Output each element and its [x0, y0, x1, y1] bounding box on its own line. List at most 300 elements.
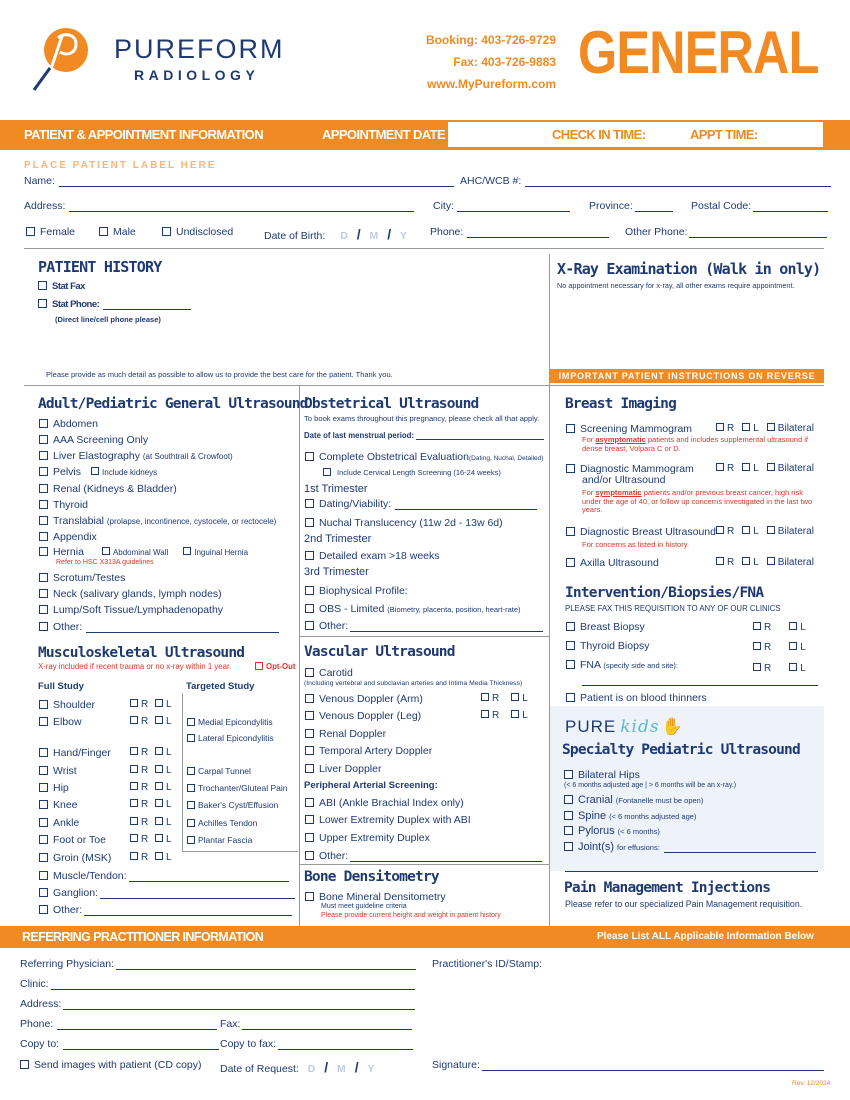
msk-other-checkbox[interactable]: [39, 905, 48, 914]
name-field[interactable]: [59, 176, 454, 187]
baker-checkbox[interactable]: [187, 801, 195, 809]
hips-label: Bilateral Hips: [578, 769, 640, 781]
temporal-label: Temporal Artery Doppler: [319, 745, 433, 757]
clinic-field[interactable]: [51, 979, 415, 990]
venous-leg-label: Venous Doppler (Leg): [319, 710, 422, 722]
pylorus-note: (< 6 months): [617, 827, 660, 836]
req-sep: /: [354, 1059, 359, 1075]
dob-month[interactable]: M: [369, 230, 379, 242]
thyroid-biopsy-l-checkbox[interactable]: [789, 642, 797, 650]
l-label: L: [166, 852, 172, 863]
msk-note: X-ray included if recent trauma or no x-ray within 1 year.: [38, 662, 232, 671]
ref-address-field[interactable]: [63, 999, 415, 1010]
diag-us-bilateral-checkbox[interactable]: [767, 526, 775, 534]
axilla-r-checkbox[interactable]: [716, 557, 724, 565]
copy-fax-label: Copy to fax:: [220, 1038, 277, 1050]
msk-other-label: Other:: [53, 904, 83, 916]
screen-note-a: For: [582, 435, 596, 444]
address-field[interactable]: [69, 201, 414, 212]
abdominal-wall-label: Abdominal Wall: [112, 548, 169, 557]
shoulder-label: Shoulder: [53, 699, 96, 711]
liver-doppler-checkbox[interactable]: [305, 764, 314, 773]
knee-label: Knee: [53, 799, 78, 811]
diag-us-l-checkbox[interactable]: [742, 526, 750, 534]
venous-arm-checkbox[interactable]: [305, 694, 314, 703]
pylorus-checkbox[interactable]: [564, 826, 573, 835]
pylorus-label: Pylorus: [578, 825, 615, 837]
ob-other-field[interactable]: [350, 621, 543, 632]
elbow-l-checkbox[interactable]: [155, 716, 163, 724]
obs-limited-note: (Biometry, placenta, position, heart-rate): [387, 605, 521, 614]
general-other-label: Other:: [53, 621, 83, 633]
wrist-r-checkbox[interactable]: [130, 765, 138, 773]
renal-label: Renal (Kidneys & Bladder): [53, 483, 177, 495]
diag-us-note: For concerns as listed in history.: [582, 540, 689, 549]
obs-limited-label: OBS - Limited: [319, 603, 385, 615]
msk-title: Musculoskeletal Ultrasound: [38, 645, 245, 661]
diagnostic-mammo-checkbox[interactable]: [566, 464, 575, 473]
hip-r-checkbox[interactable]: [130, 782, 138, 790]
cranial-checkbox[interactable]: [564, 795, 573, 804]
carotid-label: Carotid: [319, 667, 353, 679]
diag-note-c: patients and/or previous breast cancer, high risk under the age of 40, or follow up concerns investigated in the last two years.: [582, 488, 813, 514]
joint-field[interactable]: [664, 842, 816, 853]
thyroid-biopsy-checkbox[interactable]: [566, 641, 575, 650]
female-checkbox[interactable]: [26, 227, 35, 236]
ref-address-label: Address:: [20, 998, 62, 1010]
fax-number: Fax: 403-726-9883: [453, 55, 556, 69]
complete-ob-checkbox[interactable]: [305, 452, 314, 461]
pelvis-checkbox[interactable]: [39, 467, 48, 476]
ganglion-checkbox[interactable]: [39, 888, 48, 897]
r-label: R: [727, 526, 735, 537]
axilla-checkbox[interactable]: [566, 558, 575, 567]
lmp-field[interactable]: [416, 431, 544, 440]
female-label: Female: [40, 226, 76, 238]
thyroid-biopsy-r-checkbox[interactable]: [753, 642, 761, 650]
ref-phone-field[interactable]: [57, 1019, 217, 1030]
peds-title: Specialty Pediatric Ultrasound: [562, 742, 800, 758]
include-kidneys-label: Include kidneys: [102, 468, 158, 477]
bpp-checkbox[interactable]: [305, 586, 314, 595]
stat-fax-checkbox[interactable]: [38, 281, 47, 290]
postal-field[interactable]: [753, 201, 828, 212]
website: www.MyPureform.com: [427, 77, 556, 91]
foot-l-checkbox[interactable]: [155, 834, 163, 842]
patient-info-heading: PATIENT & APPOINTMENT INFORMATION: [24, 127, 263, 142]
ref-phone-label: Phone:: [20, 1018, 54, 1030]
dob-year[interactable]: Y: [400, 230, 408, 242]
req-sep: /: [324, 1059, 329, 1075]
lower-duplex-checkbox[interactable]: [305, 815, 314, 824]
t1-label: 1st Trimester: [304, 483, 368, 495]
bilateral-label: Bilateral: [777, 423, 814, 434]
undisclosed-checkbox[interactable]: [162, 227, 171, 236]
neck-label: Neck (salivary glands, lymph nodes): [53, 588, 222, 600]
abdomen-label: Abdomen: [53, 418, 98, 430]
dating-field[interactable]: [395, 499, 537, 510]
abdominal-wall-checkbox[interactable]: [102, 547, 110, 555]
targeted-study-label: Targeted Study: [186, 681, 255, 692]
lump-checkbox[interactable]: [39, 605, 48, 614]
dob-sep: /: [356, 226, 361, 242]
direct-line-note: (Direct line/cell phone please): [55, 315, 161, 324]
logo-mark-icon: [28, 24, 92, 94]
ahc-label: AHC/WCB #:: [460, 175, 522, 187]
full-study-label: Full Study: [38, 681, 84, 692]
r-label: R: [727, 557, 735, 568]
phone-label: Phone:: [430, 226, 464, 238]
complete-ob-label: Complete Obstetrical Evaluation: [319, 451, 469, 463]
venous-leg-checkbox[interactable]: [305, 711, 314, 720]
fna-label: FNA: [580, 659, 601, 671]
city-label: City:: [433, 200, 454, 212]
spine-note: (< 6 months adjusted age): [609, 812, 697, 821]
phone-field[interactable]: [467, 227, 609, 238]
appt-date-label: APPOINTMENT DATE: [322, 127, 446, 142]
postal-label: Postal Code:: [691, 200, 752, 212]
general-other-checkbox[interactable]: [39, 622, 48, 631]
inguinal-checkbox[interactable]: [183, 547, 191, 555]
troch-checkbox[interactable]: [187, 784, 195, 792]
translabial-label: Translabial: [53, 515, 104, 527]
lateral-checkbox[interactable]: [187, 734, 195, 742]
patient-history-title: PATIENT HISTORY: [38, 258, 162, 276]
aaa-checkbox[interactable]: [39, 435, 48, 444]
renal-doppler-checkbox[interactable]: [305, 729, 314, 738]
req-year[interactable]: Y: [367, 1063, 375, 1075]
foot-r-checkbox[interactable]: [130, 834, 138, 842]
elbow-checkbox[interactable]: [39, 717, 48, 726]
ankle-r-checkbox[interactable]: [130, 817, 138, 825]
dating-label: Dating/Viability:: [319, 498, 392, 510]
venous-arm-l-checkbox[interactable]: [511, 693, 519, 701]
medial-checkbox[interactable]: [187, 718, 195, 726]
copy-fax-field[interactable]: [278, 1039, 413, 1050]
groin-r-checkbox[interactable]: [130, 852, 138, 860]
l-label: L: [166, 834, 172, 845]
signature-label: Signature:: [432, 1059, 480, 1071]
achilles-label: Achilles Tendon: [198, 818, 258, 828]
r-label: R: [141, 765, 149, 776]
l-label: L: [166, 747, 172, 758]
r-label: R: [141, 834, 149, 845]
diag-breast-us-label: Diagnostic Breast Ultrasound: [580, 526, 716, 538]
knee-r-checkbox[interactable]: [130, 799, 138, 807]
diagnostic-mammo-label: Diagnostic Mammogram: [580, 463, 694, 475]
ankle-l-checkbox[interactable]: [155, 817, 163, 825]
screening-mammo-checkbox[interactable]: [566, 424, 575, 433]
msk-other-field[interactable]: [84, 905, 292, 916]
hand-icon: ✋: [661, 717, 684, 736]
req-month[interactable]: M: [337, 1063, 346, 1075]
wrist-checkbox[interactable]: [39, 766, 48, 775]
diagnostic-l-checkbox[interactable]: [742, 463, 750, 471]
screening-r-checkbox[interactable]: [716, 423, 724, 431]
req-day[interactable]: D: [307, 1063, 316, 1075]
appendix-checkbox[interactable]: [39, 532, 48, 541]
dob-day[interactable]: D: [340, 230, 348, 242]
l-label: L: [166, 817, 172, 828]
neck-checkbox[interactable]: [39, 589, 48, 598]
r-label: R: [141, 782, 149, 793]
axilla-label: Axilla Ultrasound: [580, 557, 659, 569]
aaa-label: AAA Screening Only: [53, 434, 149, 446]
diagnostic-r-checkbox[interactable]: [716, 463, 724, 471]
lower-duplex-label: Lower Extremity Duplex with ABI: [319, 814, 471, 826]
male-label: Male: [113, 226, 136, 238]
hand-l-checkbox[interactable]: [155, 747, 163, 755]
ref-fax-label: Fax:: [220, 1018, 241, 1030]
obs-limited-checkbox[interactable]: [305, 604, 314, 613]
form-title: GENERAL: [578, 19, 819, 86]
stat-fax-label: Stat Fax: [52, 281, 85, 292]
id-stamp-label: Practitioner's ID/Stamp:: [432, 958, 542, 970]
screen-note-c: patients and includes supplemental ultrasound if dense breast, Volpara C or D.: [582, 435, 808, 453]
medial-label: Medial Epicondylitis: [198, 717, 273, 727]
spine-label: Spine: [578, 810, 607, 822]
muscle-label: Muscle/Tendon:: [53, 870, 127, 882]
baker-label: Baker's Cyst/Effusion: [198, 800, 279, 810]
l-label: L: [753, 557, 759, 568]
nuchal-checkbox[interactable]: [305, 518, 314, 527]
thyroid-checkbox[interactable]: [39, 500, 48, 509]
groin-checkbox[interactable]: [39, 853, 48, 862]
abdomen-checkbox[interactable]: [39, 419, 48, 428]
vascular-title: Vascular Ultrasound: [304, 644, 455, 660]
diagnostic-mammo-label-2: and/or Ultrasound: [582, 474, 666, 486]
ob-other-label: Other:: [319, 620, 349, 632]
diag-us-r-checkbox[interactable]: [716, 526, 724, 534]
hand-label: Hand/Finger: [53, 747, 111, 759]
pain-title: Pain Management Injections: [564, 880, 771, 896]
upper-duplex-checkbox[interactable]: [305, 833, 314, 842]
venous-leg-r-checkbox[interactable]: [481, 710, 489, 718]
stat-phone-label: Stat Phone:: [52, 299, 100, 310]
hernia-checkbox[interactable]: [39, 547, 48, 556]
cervical-checkbox[interactable]: [323, 468, 331, 476]
plantar-checkbox[interactable]: [187, 836, 195, 844]
bpp-label: Biophysical Profile:: [319, 585, 408, 597]
history-note: Please provide as much detail as possible to allow us to provide the best care for the patient. Thank you.: [46, 370, 393, 379]
list-all-note: Please List ALL Applicable Information Below: [597, 931, 814, 942]
r-label: R: [141, 699, 149, 710]
send-images-label: Send images with patient (CD copy): [34, 1059, 202, 1071]
r-label: R: [764, 642, 772, 653]
name-label: Name:: [24, 175, 55, 187]
breast-title: Breast Imaging: [565, 396, 677, 412]
l-label: L: [522, 693, 528, 704]
t3-label: 3rd Trimester: [304, 566, 369, 578]
patient-label-area: PLACE PATIENT LABEL HERE: [24, 160, 217, 171]
achilles-checkbox[interactable]: [187, 819, 195, 827]
physician-label: Referring Physician:: [20, 958, 114, 970]
signature-field[interactable]: [482, 1060, 824, 1071]
liver-doppler-label: Liver Doppler: [319, 763, 382, 775]
r-label: R: [141, 716, 149, 727]
province-field[interactable]: [635, 201, 673, 212]
l-label: L: [166, 782, 172, 793]
bilateral-label: Bilateral: [777, 557, 814, 568]
abi-label: ABI (Ankle Brachial Index only): [319, 797, 464, 809]
lmp-label: Date of last menstrual period:: [304, 431, 415, 440]
fna-field[interactable]: [582, 685, 818, 686]
l-label: L: [166, 765, 172, 776]
physician-field[interactable]: [116, 959, 416, 970]
reverse-instructions-text: IMPORTANT PATIENT INSTRUCTIONS ON REVERSE: [558, 371, 816, 381]
intervention-note: PLEASE FAX THIS REQUISITION TO ANY OF OUR CLINICS: [565, 604, 781, 613]
lateral-label: Lateral Epicondylitis: [198, 733, 274, 743]
hip-l-checkbox[interactable]: [155, 782, 163, 790]
carpal-checkbox[interactable]: [187, 767, 195, 775]
diagnostic-bilateral-checkbox[interactable]: [767, 463, 775, 471]
ankle-label: Ankle: [53, 817, 80, 829]
intervention-title: Intervention/Biopsies/FNA: [565, 585, 764, 601]
r-label: R: [727, 423, 735, 434]
breast-biopsy-l-checkbox[interactable]: [789, 622, 797, 630]
general-other-field[interactable]: [86, 622, 279, 633]
hips-note: (< 6 months adjusted age | > 6 months will be an x-ray.): [564, 782, 737, 789]
reverse-instructions-bar: [550, 369, 824, 383]
pureform-logo: [28, 24, 308, 94]
ankle-checkbox[interactable]: [39, 818, 48, 827]
xray-note: No appointment necessary for x-ray, all other exams require appointment.: [557, 281, 795, 290]
hernia-label: Hernia: [53, 546, 84, 558]
hip-checkbox[interactable]: [39, 783, 48, 792]
optout-checkbox[interactable]: [255, 662, 263, 670]
knee-l-checkbox[interactable]: [155, 799, 163, 807]
copy-to-label: Copy to:: [20, 1038, 60, 1050]
r-label: R: [141, 747, 149, 758]
plantar-label: Plantar Fascia: [198, 835, 253, 845]
inguinal-label: Inguinal Hernia: [194, 548, 249, 557]
r-label: R: [141, 799, 149, 810]
knee-checkbox[interactable]: [39, 800, 48, 809]
scrotum-checkbox[interactable]: [39, 573, 48, 582]
hand-checkbox[interactable]: [39, 748, 48, 757]
fna-r-checkbox[interactable]: [753, 663, 761, 671]
stat-phone-field[interactable]: [103, 299, 191, 310]
appt-time-label: APPT TIME:: [690, 127, 758, 142]
venous-leg-l-checkbox[interactable]: [511, 710, 519, 718]
wrist-l-checkbox[interactable]: [155, 765, 163, 773]
ob-other-checkbox[interactable]: [305, 621, 314, 630]
lump-label: Lump/Soft Tissue/Lymphadenopathy: [53, 604, 224, 616]
bmd-checkbox[interactable]: [305, 892, 314, 901]
venous-arm-r-checkbox[interactable]: [481, 693, 489, 701]
temporal-checkbox[interactable]: [305, 746, 314, 755]
muscle-checkbox[interactable]: [39, 871, 48, 880]
send-images-checkbox[interactable]: [20, 1060, 29, 1069]
spine-checkbox[interactable]: [564, 811, 573, 820]
scrotum-label: Scrotum/Testes: [53, 572, 126, 584]
blood-thinners-checkbox[interactable]: [566, 693, 575, 702]
fna-checkbox[interactable]: [566, 660, 575, 669]
fna-l-checkbox[interactable]: [789, 663, 797, 671]
liver-elastography-checkbox[interactable]: [39, 451, 48, 460]
other-phone-field[interactable]: [689, 227, 827, 238]
province-label: Province:: [589, 200, 633, 212]
vascular-other-checkbox[interactable]: [305, 851, 314, 860]
ob-note: To book exams throughout this pregnancy, please check all that apply.: [304, 414, 540, 423]
male-checkbox[interactable]: [99, 227, 108, 236]
copy-to-field[interactable]: [63, 1039, 219, 1050]
l-label: L: [166, 699, 172, 710]
date-request-label: Date of Request:: [220, 1063, 299, 1075]
l-label: L: [753, 526, 759, 537]
groin-l-checkbox[interactable]: [155, 852, 163, 860]
l-label: L: [166, 716, 172, 727]
r-label: R: [492, 710, 500, 721]
translabial-note: (prolapse, incontinence, cystocele, or rectocele): [106, 517, 277, 526]
city-field[interactable]: [457, 201, 570, 212]
bilateral-label: Bilateral: [777, 526, 814, 537]
bone-note-2: Please provide current height and weight in patient history: [321, 912, 501, 919]
ref-fax-field[interactable]: [242, 1019, 412, 1030]
diag-breast-us-checkbox[interactable]: [566, 527, 575, 536]
l-label: L: [753, 423, 759, 434]
abi-checkbox[interactable]: [305, 798, 314, 807]
elbow-r-checkbox[interactable]: [130, 716, 138, 724]
dating-checkbox[interactable]: [305, 499, 314, 508]
axilla-bilateral-checkbox[interactable]: [767, 557, 775, 565]
screening-l-checkbox[interactable]: [742, 423, 750, 431]
stat-phone-checkbox[interactable]: [38, 299, 47, 308]
logo-text-bottom: RADIOLOGY: [134, 67, 260, 83]
liver-elastography-label: Liver Elastography: [53, 450, 140, 462]
bone-note-1: Must meet guideline criteria: [321, 903, 407, 910]
include-kidneys-checkbox[interactable]: [91, 467, 99, 475]
dob-sep: /: [387, 226, 392, 242]
l-label: L: [166, 799, 172, 810]
troch-label: Trochanter/Gluteal Pain: [198, 783, 288, 793]
ganglion-field[interactable]: [100, 888, 295, 899]
wrist-label: Wrist: [53, 765, 77, 777]
shoulder-checkbox[interactable]: [39, 700, 48, 709]
detailed-checkbox[interactable]: [305, 551, 314, 560]
carotid-checkbox[interactable]: [305, 668, 314, 677]
hand-r-checkbox[interactable]: [130, 747, 138, 755]
detailed-label: Detailed exam >18 weeks: [319, 550, 440, 562]
breast-biopsy-checkbox[interactable]: [566, 622, 575, 631]
muscle-field[interactable]: [129, 871, 289, 882]
breast-biopsy-r-checkbox[interactable]: [753, 622, 761, 630]
hips-checkbox[interactable]: [564, 770, 573, 779]
vascular-other-field[interactable]: [350, 851, 542, 862]
foot-checkbox[interactable]: [39, 835, 48, 844]
screening-bilateral-checkbox[interactable]: [767, 423, 775, 431]
appendix-label: Appendix: [53, 531, 97, 543]
ahc-field[interactable]: [525, 176, 831, 187]
joint-checkbox[interactable]: [564, 842, 573, 851]
breast-biopsy-label: Breast Biopsy: [580, 621, 645, 633]
r-label: R: [727, 463, 735, 474]
translabial-checkbox[interactable]: [39, 516, 48, 525]
optout-label: Opt-Out: [266, 662, 296, 671]
l-label: L: [522, 710, 528, 721]
groin-label: Groin (MSK): [53, 852, 112, 864]
axilla-l-checkbox[interactable]: [742, 557, 750, 565]
l-label: L: [753, 463, 759, 474]
renal-checkbox[interactable]: [39, 484, 48, 493]
r-label: R: [764, 622, 772, 633]
shoulder-r-checkbox[interactable]: [130, 699, 138, 707]
referring-heading: REFERRING PRACTITIONER INFORMATION: [22, 930, 264, 944]
pelvis-label: Pelvis: [53, 466, 82, 478]
checkin-label: CHECK IN TIME:: [552, 127, 646, 142]
venous-arm-label: Venous Doppler (Arm): [319, 693, 423, 705]
shoulder-l-checkbox[interactable]: [155, 699, 163, 707]
